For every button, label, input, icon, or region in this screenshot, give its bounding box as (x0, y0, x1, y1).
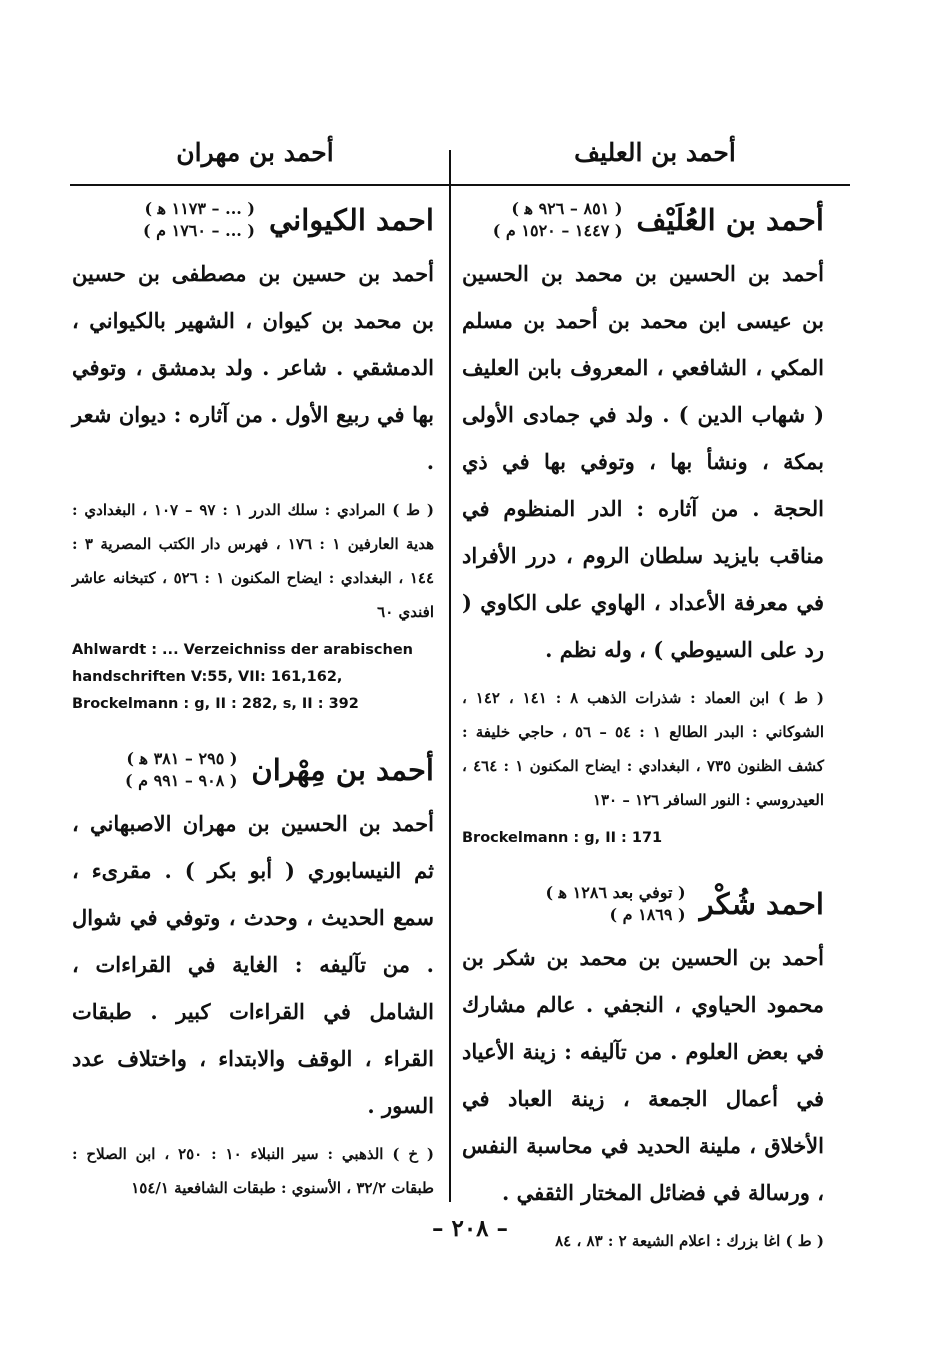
entry-body: أحمد بن الحسين بن محمد بن الحسين بن عيسى ابن محمد بن أحمد بن مسلم المكي ، الشافعي ، المعروف بابن العليف ( شهاب الدين ) . ولد في جمادى الأولى بمكة ، ونشأ بها ، وتوفي بها في ذي الحجة . من آثاره : الدر المنظوم في مناقب بايزيد سلطان الروم ، درر الأفراد في معرفة الأعداد ، الهاوي على الكاوي ( رد على السيوطي ) ، وله نظم . (462, 261, 824, 662)
dates-hijri: ( ... – ١١٧٣ ﻫ ) (144, 199, 255, 218)
dates-gregorian: ( ١٨٦٩ م ) (609, 905, 686, 924)
entry-name: احمد الكيواني (268, 203, 434, 237)
entry-al-kaywani (72, 198, 434, 718)
entry-title-row (462, 198, 824, 242)
dates-hijri: ( ٨٥١ – ٩٢٦ ﻫ ) (511, 199, 623, 218)
running-header-left: أحمد بن مهران (176, 138, 334, 167)
entry-ibn-al-ulayf (462, 198, 824, 852)
entry-name: أحمد بن العُلَيْف (636, 203, 824, 237)
running-header-right: أحمد بن العليف (574, 138, 736, 167)
entry-ibn-mihran (72, 748, 434, 1205)
entry-references: ( خ ) الذهبي : سير النبلاء ١٠ : ٢٥٠ ، ابن الصلاح : طبقات ٣٢/٢ ، الأسنوي : طبقات الشافعية ١٥٤/١ (72, 1145, 435, 1197)
entry-title-row (72, 748, 434, 792)
dates-hijri: ( ٢٩٥ – ٣٨١ ﻫ ) (126, 749, 238, 768)
entry-name: احمد شُكْر (699, 887, 824, 921)
entry-title-row (462, 882, 824, 926)
entry-latin-references: Ahlwardt : ... Verzeichniss der arabischen handschriften V:55, VII: 161,162, Brockelmann : g, II : 282, s, II : 392 (72, 642, 413, 712)
dates-gregorian: ( ٩٠٨ – ٩٩١ م ) (124, 771, 238, 790)
header-rule (70, 184, 850, 186)
entry-body: أحمد بن الحسين بن مهران الاصبهاني ، ثم النيسابوري ( أبو بكر ) . مقرىء ، سمع الحديث ، وحدث ، وتوفي في شوال . من تآليفه : الغاية في القراءات ، الشامل في القراءات كبير . طبقات القراء ، الوقف والابتداء ، واختلاف عدد السور . (72, 811, 434, 1118)
dates-gregorian: ( ١٤٤٧ – ١٥٢٠ م ) (492, 221, 623, 240)
dates-gregorian: ( ... – ١٧٦٠ م ) (142, 221, 255, 240)
entry-name: أحمد بن مِهْران (251, 753, 434, 787)
dates-hijri: ( توفي بعد ١٢٨٦ ﻫ ) (545, 883, 686, 902)
entry-dates (542, 882, 690, 926)
page-number: – ٢٠٨ – (431, 1215, 509, 1242)
entry-body: أحمد بن حسين بن مصطفى بن حسين بن محمد بن كيوان ، الشهير بالكيواني ، الدمشقي . شاعر . ولد بدمشق ، وتوفي بها في ربيع الأول . من آثاره : ديوان شعر . (72, 261, 434, 474)
entry-latin-references: Brockelmann : g, II : 171 (462, 830, 663, 846)
left-column (72, 198, 434, 1235)
entry-references: ( ط ) اغا بزرك : اعلام الشيعة ٢ : ٨٣ ، ٨٤ (555, 1232, 824, 1250)
column-divider (449, 150, 451, 1202)
entry-references: ( ط ) ابن العماد : شذرات الذهب ٨ : ١٤١ ، ١٤٢ ، الشوكاني : البدر الطالع ١ : ٥٤ – ٥٦ ، حاجي خليفة : كشف الظنون ٧٣٥ ، البغدادي : ايضاح المكنون ١ : ٤٦٤ ، العيدروسي : النور السافر ١٢٦ – ١٣٠ (462, 689, 825, 809)
entry-dates (121, 748, 241, 792)
entry-title-row (72, 198, 434, 242)
entry-dates (139, 198, 259, 242)
right-column (462, 198, 824, 1288)
entry-ahmad-shukr (462, 882, 824, 1258)
entry-body: أحمد بن الحسين بن محمد بن شكر بن محمود الحياوي ، النجفي . عالم مشارك في بعض العلوم . من تآليفه : زينة الأعياد في أعمال الجمعة ، زينة العباد في الأخلاق ، ملينة الحديد في محاسبة النفس ، ورسالة في فضائل المختار الثقفي . (462, 945, 824, 1205)
entry-dates (489, 198, 627, 242)
entry-references: ( ط ) المرادي : سلك الدرر ١ : ٩٧ – ١٠٧ ، البغدادي : هدية العارفين ١ : ١٧٦ ، فهرس دار الكتب المصرية ٣ : ١٤٤ ، البغدادي : ايضاح المكنون ١ : ٥٢٦ ، كتبخانه عاشر افندي ٦٠ (72, 501, 435, 621)
